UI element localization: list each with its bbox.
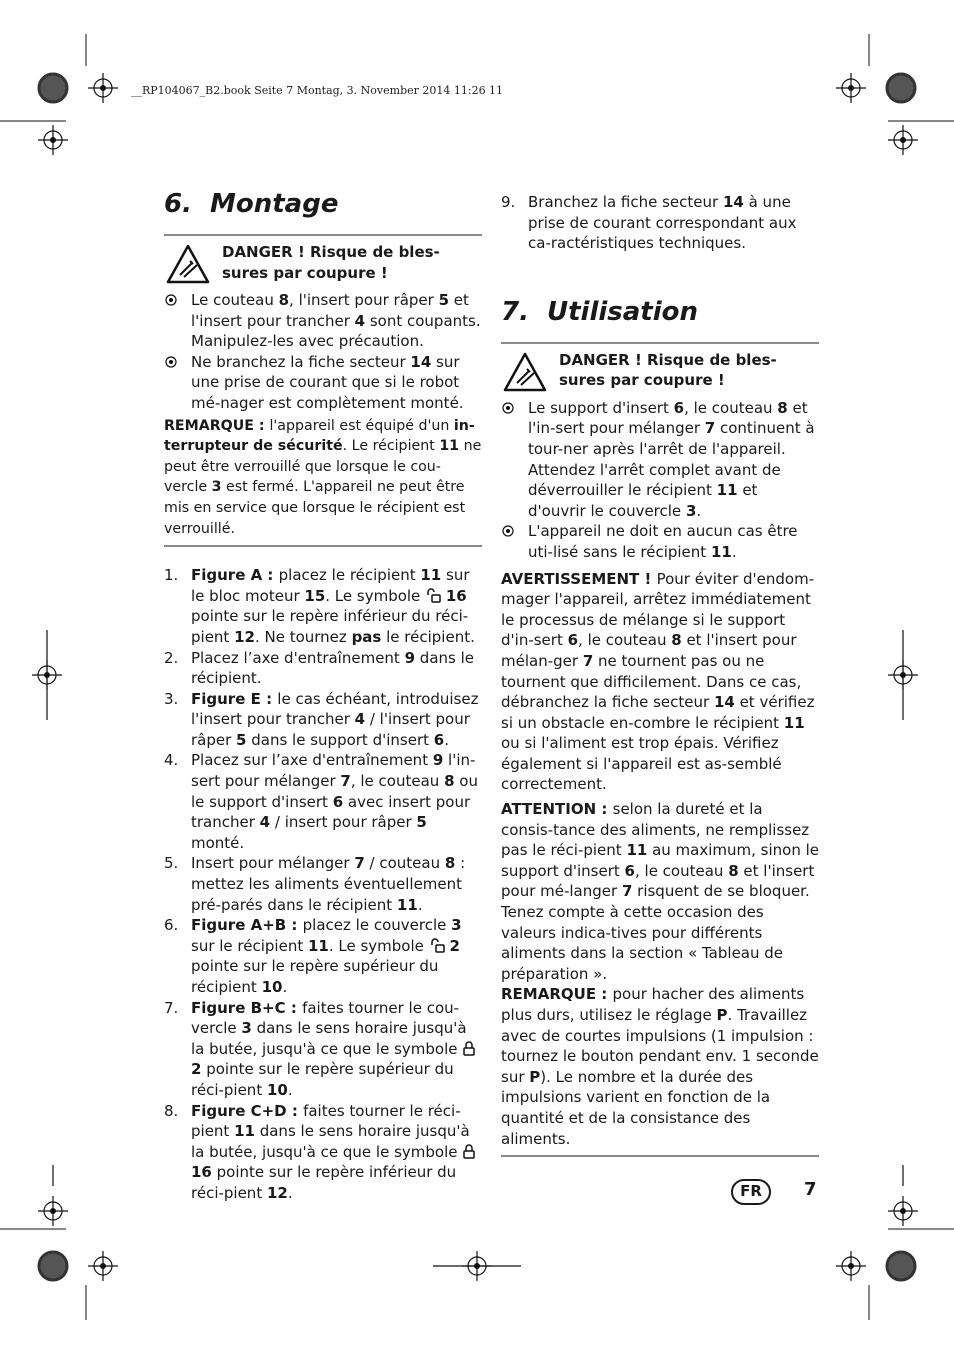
left-column	[164, 186, 482, 1204]
remark-paragraph: REMARQUE : l'appareil est équipé d'un in-terrupteur de sécurité. Le récipient 11 ne peut être verrouillé que lorsque le cou-vercle 3 est fermé. L'appareil ne peut être mis en service que lorsque le récipient est verrouillé.	[164, 417, 482, 537]
step-9	[501, 192, 819, 254]
divider	[164, 234, 482, 236]
list-item: Le couteau 8, l'insert pour râper 5 et l'insert pour trancher 4 sont coupants. Manipulez-les avec précaution.	[164, 290, 482, 352]
remark-paragraph: REMARQUE : pour hacher des aliments plus durs, utilisez le réglage P. Travaillez avec de courtes impulsions (1 impulsion : tournez le bouton pendant env. 1 seconde sur P). Le nombre et la durée des impulsions varient en fonction de la quantité et de la consistance des aliments.	[501, 985, 819, 1148]
unlock-icon	[429, 937, 445, 955]
language-badge: FR	[731, 1179, 771, 1205]
bullet-icon	[502, 525, 514, 537]
list-item: 5. Insert pour mélanger 7 / couteau 8 : mettez les aliments éventuellement pré-parés dans le récipient 11.	[164, 854, 466, 914]
right-column	[501, 192, 819, 1157]
list-item: 8. Figure C+D : faites tourner le réci-pient 11 dans le sens horaire jusqu'à la butée, jusqu'à ce que le symbole 16 pointe sur le repère inférieur du réci-pient 12.	[164, 1101, 482, 1204]
lock-icon	[462, 1040, 476, 1058]
section-title-montage: 6. Montage	[164, 189, 339, 219]
warning-triangle-icon	[166, 244, 210, 284]
danger-title: DANGER ! Risque de bles- sures par coupure !	[222, 243, 440, 282]
list-item: Ne branchez la fiche secteur 14 sur une prise de courant que si le robot mé-nager est complètement monté.	[164, 352, 482, 414]
page-number: 7	[804, 1179, 817, 1200]
danger-box	[164, 242, 482, 290]
warning-paragraph: AVERTISSEMENT ! Pour éviter d'endom-mager l'appareil, arrêtez immédiatement le processus de mélange si le support d'in-sert 6, le couteau 8 et l'insert pour mélan-ger 7 ne tournent pas ou ne tournent que difficilement. Dans ce cas, débranchez la fiche secteur 14 et vérifiez si un obstacle en-combre le récipient 11 ou si l'aliment est trop épais. Vérifiez également si l'appareil est as-semblé correctement.	[501, 569, 815, 794]
list-item: L'appareil ne doit en aucun cas être uti-lisé sans le récipient 11.	[501, 521, 819, 562]
file-header: __RP104067_B2.book Seite 7 Montag, 3. November 2014 11:26 11	[131, 84, 504, 97]
warning-triangle-icon	[503, 352, 547, 392]
list-item: Le support d'insert 6, le couteau 8 et l'in-sert pour mélanger 7 continuent à tour-ner après l'arrêt de l'appareil. Attendez l'arrêt complet avant de déverrouiller le récipient 11 et d'ouvrir le couvercle 3.	[501, 398, 819, 522]
divider	[501, 1155, 819, 1157]
bullet-list	[501, 398, 819, 563]
list-item: 3. Figure E : le cas échéant, introduisez l'insert pour trancher 4 / l'insert pour râper 5 dans le support d'insert 6.	[164, 689, 479, 749]
list-item: 2. Placez l’axe d'entraînement 9 dans le récipient.	[164, 648, 474, 688]
bullet-icon	[165, 294, 177, 306]
list-item: 6. Figure A+B : placez le couvercle 3 sur le récipient 11. Le symbole 2 pointe sur le repère supérieur du récipient 10.	[164, 916, 462, 996]
bullet-icon	[502, 402, 514, 414]
steps-list	[164, 565, 482, 1203]
divider	[501, 342, 819, 344]
bullet-icon	[165, 356, 177, 368]
section-title-utilisation: 7. Utilisation	[501, 296, 699, 327]
list-item: 1. Figure A : placez le récipient 11 sur le bloc moteur 15. Le symbole 16 pointe sur le repère inférieur du réci-pient 12. Ne tournez pas le récipient.	[164, 566, 475, 646]
attention-paragraph: ATTENTION : selon la dureté et la consis-tance des aliments, ne remplissez pas le réci-pient 11 au maximum, sinon le support d'insert 6, le couteau 8 et l'insert pour mé-langer 7 risquent de se bloquer. Tenez compte à cette occasion des valeurs indica-tives pour différents aliments dans la section « Tableau de préparation ».	[501, 800, 819, 983]
list-item: 9. Branchez la fiche secteur 14 à une prise de courant correspondant aux ca-ractéristiques techniques.	[501, 193, 797, 253]
bullet-list	[164, 290, 482, 414]
list-item: 4. Placez sur l’axe d'entraînement 9 l'in-sert pour mélanger 7, le couteau 8 ou le support d'insert 6 avec insert pour trancher 4 / insert pour râper 5 monté.	[164, 751, 478, 852]
divider	[164, 545, 482, 547]
list-item: 7. Figure B+C : faites tourner le cou-vercle 3 dans le sens horaire jusqu'à la butée, jusqu'à ce que le symbole 2 pointe sur le repère supérieur du réci-pient 10.	[164, 998, 482, 1101]
unlock-icon	[425, 587, 441, 605]
danger-title: DANGER ! Risque de bles- sures par coupure !	[559, 350, 777, 390]
danger-box	[501, 350, 819, 398]
lock-icon	[462, 1143, 476, 1161]
